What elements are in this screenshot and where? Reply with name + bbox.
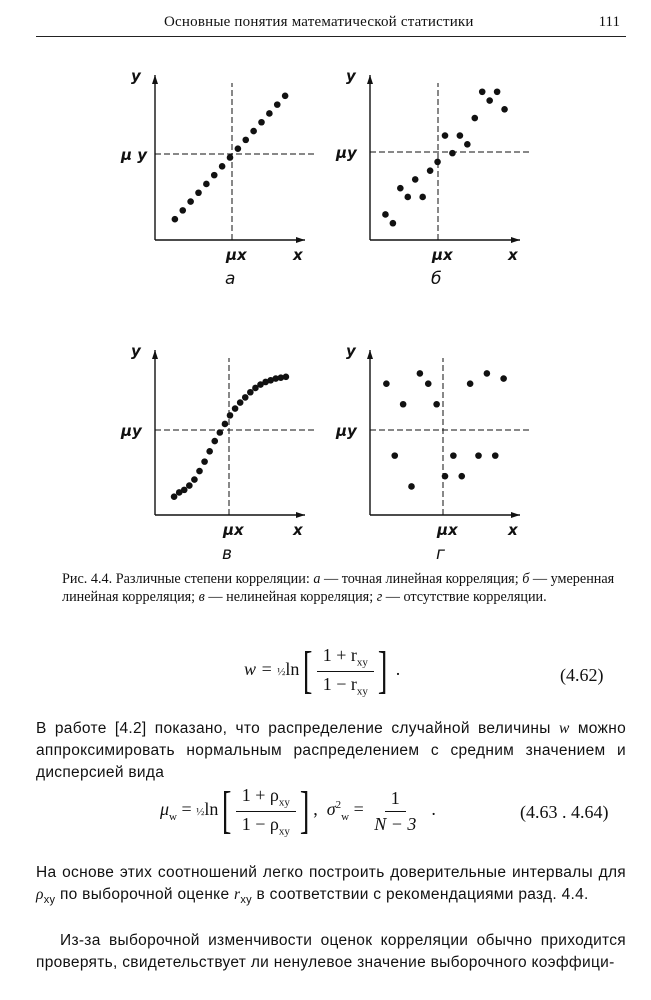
y-axis-arrow-1 <box>367 75 373 84</box>
data-point-3-8 <box>450 452 457 459</box>
paragraph-2: На основе этих соотношений легко построить доверительные интервалы для $\rho_{xy}$ по выборочной оценке $r_{xy}$ в соответствии с рекомендациями разд. 4.4. <box>36 864 626 907</box>
data-point-3-4 <box>417 370 424 377</box>
data-point-1-4 <box>412 176 419 183</box>
equation-number-4-62: (4.62) <box>560 665 604 685</box>
data-point-3-7 <box>442 473 449 480</box>
data-point-0-9 <box>242 137 249 144</box>
data-point-1-1 <box>390 220 397 227</box>
data-point-1-14 <box>486 97 493 104</box>
data-point-0-2 <box>187 198 194 205</box>
data-point-1-3 <box>404 194 411 201</box>
data-point-0-4 <box>203 181 210 188</box>
panel-label-2: в <box>222 544 233 564</box>
y-mean-label-3: μy <box>336 422 357 440</box>
x-mean-label-1: μx <box>432 246 453 264</box>
data-point-3-12 <box>484 370 491 377</box>
data-point-2-4 <box>191 476 198 483</box>
equation-4-63-4-64: $\mu_w$ = ½ln[ $\frac{1 + \rho_{xy}}{1 - \rho_{xy}}$ ] , $\sigma^2_w$ = $\frac{1}{N - 3}$ . <box>160 782 436 840</box>
data-point-0-8 <box>235 145 242 152</box>
data-point-3-13 <box>492 452 499 459</box>
data-point-3-6 <box>433 401 440 408</box>
data-point-2-10 <box>222 421 229 428</box>
data-point-2-0 <box>171 493 178 500</box>
data-point-3-1 <box>391 452 398 459</box>
equation-4-62: w = ½ln[ $\frac{1 + r_{xy}}{1 - r_{xy}}$ ] . <box>244 642 401 700</box>
paragraph-3: Из-за выборочной изменчивости оценок корреляции обычно приходится проверять, свидетельствует ли ненулевое значение выборочного коэффици- <box>36 932 626 971</box>
data-point-1-13 <box>479 88 486 95</box>
data-point-0-0 <box>172 216 179 223</box>
panel-label-0: а <box>225 269 236 289</box>
x-label-0: x <box>293 246 303 264</box>
data-point-0-5 <box>211 172 218 179</box>
y-axis-arrow-2 <box>152 350 158 359</box>
data-point-3-10 <box>467 380 474 387</box>
x-axis-arrow-1 <box>511 237 520 243</box>
data-point-2-7 <box>206 448 213 455</box>
y-label-2: y <box>131 342 141 360</box>
data-point-3-2 <box>400 401 407 408</box>
data-point-1-7 <box>434 159 441 166</box>
data-point-2-2 <box>181 487 188 494</box>
y-label-0: y <box>131 67 141 85</box>
data-point-2-13 <box>237 399 244 406</box>
data-point-2-3 <box>186 482 193 489</box>
data-point-1-11 <box>464 141 471 148</box>
data-point-2-5 <box>196 468 203 475</box>
x-axis-arrow-3 <box>511 512 520 518</box>
data-point-2-22 <box>283 374 290 381</box>
data-point-0-13 <box>274 101 281 108</box>
data-point-0-1 <box>179 207 186 214</box>
data-point-2-11 <box>227 412 234 419</box>
data-point-2-8 <box>211 438 218 445</box>
panel-label-3: г <box>436 544 445 564</box>
data-point-3-14 <box>500 375 507 382</box>
x-mean-label-3: μx <box>437 521 458 539</box>
x-axis-arrow-0 <box>296 237 305 243</box>
y-mean-label-2: μy <box>121 422 142 440</box>
y-label-3: y <box>346 342 356 360</box>
running-title: Основные понятия математической статистики <box>164 14 474 30</box>
data-point-0-11 <box>258 119 265 126</box>
data-point-2-9 <box>217 429 224 436</box>
data-point-0-6 <box>219 163 226 170</box>
x-mean-label-2: μx <box>223 521 244 539</box>
data-point-0-12 <box>266 110 273 117</box>
data-point-0-14 <box>282 93 289 100</box>
data-point-0-10 <box>250 128 257 135</box>
data-point-1-12 <box>471 115 478 122</box>
data-point-3-3 <box>408 483 415 490</box>
data-point-2-6 <box>201 458 208 465</box>
y-mean-label-0: μ y <box>121 146 148 164</box>
data-point-2-15 <box>247 389 254 396</box>
data-point-1-8 <box>442 132 449 139</box>
data-point-3-9 <box>458 473 465 480</box>
data-point-0-7 <box>227 154 234 161</box>
data-point-1-2 <box>397 185 404 192</box>
data-point-2-14 <box>242 394 249 401</box>
data-point-1-5 <box>419 194 426 201</box>
data-point-1-0 <box>382 211 389 218</box>
data-point-2-12 <box>232 405 239 412</box>
data-point-1-9 <box>449 150 456 157</box>
x-label-1: x <box>508 246 518 264</box>
data-point-3-5 <box>425 380 432 387</box>
data-point-1-10 <box>457 132 464 139</box>
x-label-2: x <box>293 521 303 539</box>
paragraph-1: В работе [4.2] показано, что распределение случайной величины w можно аппроксимировать нормальным распределением с средним значением и дисперсией вида <box>36 720 627 781</box>
data-point-3-11 <box>475 452 482 459</box>
y-mean-label-1: μy <box>336 144 357 162</box>
x-axis-arrow-2 <box>296 512 305 518</box>
y-axis-arrow-0 <box>152 75 158 84</box>
data-point-3-0 <box>383 380 390 387</box>
data-point-0-3 <box>195 189 202 196</box>
panel-label-1: б <box>431 269 442 289</box>
y-label-1: y <box>346 67 356 85</box>
y-axis-arrow-3 <box>367 350 373 359</box>
data-point-1-16 <box>501 106 508 113</box>
x-label-3: x <box>508 521 518 539</box>
data-point-1-6 <box>427 167 434 174</box>
page-number: 111 <box>598 14 620 30</box>
x-mean-label-0: μx <box>226 246 247 264</box>
data-point-1-15 <box>494 88 501 95</box>
equation-number-4-63-4-64: (4.63 . 4.64) <box>520 802 609 822</box>
figure-caption: Рис. 4.4. Различные степени корреляции: а — точная линейная корреляция; б — умеренная линейная корреляция; в — нелинейная корреляция; г — отсутствие корреляции. <box>62 571 615 605</box>
